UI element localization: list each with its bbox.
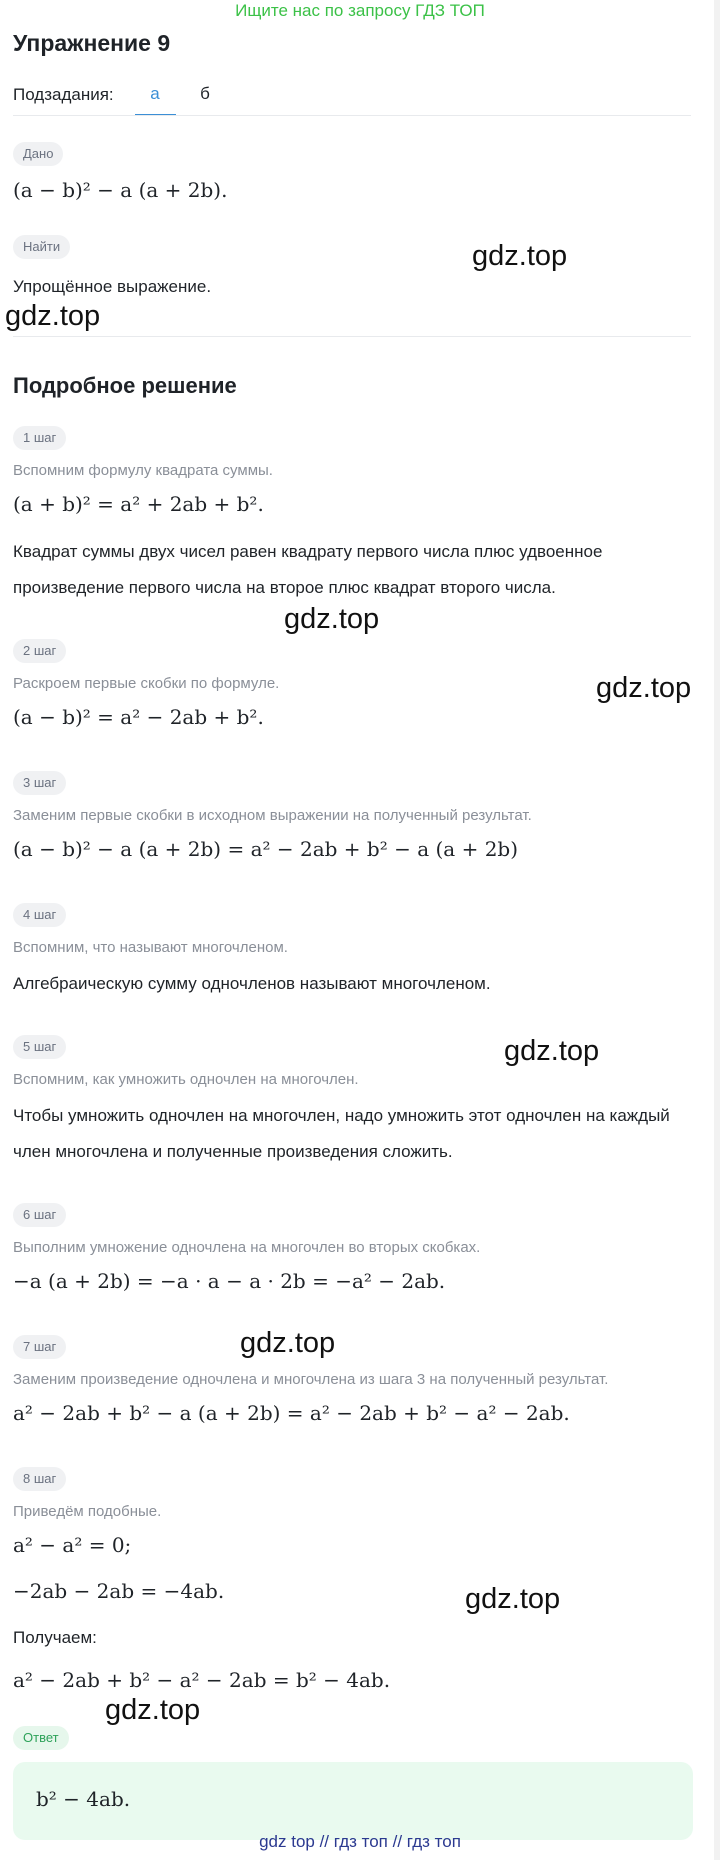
page-title: Упражнение 9	[13, 30, 171, 56]
watermark: gdz.top	[105, 1694, 201, 1726]
watermark: gdz.top	[465, 1583, 561, 1615]
step-formula: (a − b)² − a (a + 2b) = a² − 2ab + b² − a (a + 2b)	[13, 837, 519, 861]
step-hint: Вспомним, что называют многочленом.	[13, 939, 288, 956]
step-badge: 4 шаг	[13, 903, 66, 927]
step-formula: a² − 2ab + b² − a² − 2ab = b² − 4ab.	[13, 1668, 391, 1692]
footer-links[interactable]: gdz top // гдз топ // гдз топ	[259, 1832, 461, 1851]
given-badge: Дано	[13, 142, 63, 166]
step-formula: (a + b)² = a² + 2ab + b².	[13, 492, 264, 516]
step-formula: −a (a + 2b) = −a · a − a · 2b = −a² − 2ab.	[13, 1269, 446, 1293]
watermark: gdz.top	[472, 240, 568, 272]
step-formula: −2ab − 2ab = −4ab.	[13, 1579, 225, 1603]
step-text: Чтобы умножить одночлен на многочлен, надо умножить этот одночлен на каждый член многочлена и полученные произведения сложить.	[13, 1106, 670, 1161]
divider	[13, 115, 691, 116]
step-hint: Заменим первые скобки в исходном выражении на полученный результат.	[13, 807, 532, 824]
watermark: gdz.top	[504, 1035, 600, 1067]
watermark: gdz.top	[5, 300, 101, 332]
subtasks-label: Подзадания:	[13, 85, 114, 104]
step-badge: 6 шаг	[13, 1203, 66, 1227]
step-hint: Заменим произведение одночлена и многочлена из шага 3 на полученный результат.	[13, 1371, 609, 1388]
step-hint: Раскроем первые скобки по формуле.	[13, 675, 280, 692]
step-badge: 1 шаг	[13, 426, 66, 450]
step-hint: Выполним умножение одночлена на многочлен во вторых скобках.	[13, 1239, 481, 1256]
step-badge: 7 шаг	[13, 1335, 66, 1359]
scrollbar[interactable]	[714, 0, 720, 1860]
search-banner[interactable]: Ищите нас по запросу ГДЗ ТОП	[235, 1, 485, 20]
step-badge: 2 шаг	[13, 639, 66, 663]
step-formula: a² − a² = 0;	[13, 1533, 132, 1557]
step-text: Квадрат суммы двух чисел равен квадрату первого числа плюс удвоенное произведение первого числа на второе плюс квадрат второго числа.	[13, 542, 603, 597]
find-badge: Найти	[13, 235, 70, 259]
watermark: gdz.top	[596, 672, 692, 704]
step-text: Алгебраическую сумму одночленов называют многочленом.	[13, 974, 491, 993]
step-badge: 8 шаг	[13, 1467, 66, 1491]
step-hint: Вспомним формулу квадрата суммы.	[13, 462, 273, 479]
tab-subtask-a[interactable]: а	[150, 84, 160, 103]
given-formula: (a − b)² − a (a + 2b).	[13, 178, 228, 202]
step-hint: Приведём подобные.	[13, 1503, 162, 1520]
find-text: Упрощённое выражение.	[13, 277, 212, 296]
solution-title: Подробное решение	[13, 373, 237, 398]
step-formula: (a − b)² = a² − 2ab + b².	[13, 705, 264, 729]
tab-subtask-b[interactable]: б	[200, 84, 210, 103]
divider	[13, 336, 691, 337]
watermark: gdz.top	[240, 1327, 336, 1359]
answer-badge: Ответ	[13, 1726, 69, 1750]
answer-formula: b² − 4ab.	[36, 1787, 131, 1811]
step-badge: 5 шаг	[13, 1035, 66, 1059]
step-text: Получаем:	[13, 1628, 97, 1647]
step-hint: Вспомним, как умножить одночлен на многочлен.	[13, 1071, 359, 1088]
watermark: gdz.top	[284, 603, 380, 635]
step-formula: a² − 2ab + b² − a (a + 2b) = a² − 2ab + b² − a² − 2ab.	[13, 1401, 570, 1425]
step-badge: 3 шаг	[13, 771, 66, 795]
